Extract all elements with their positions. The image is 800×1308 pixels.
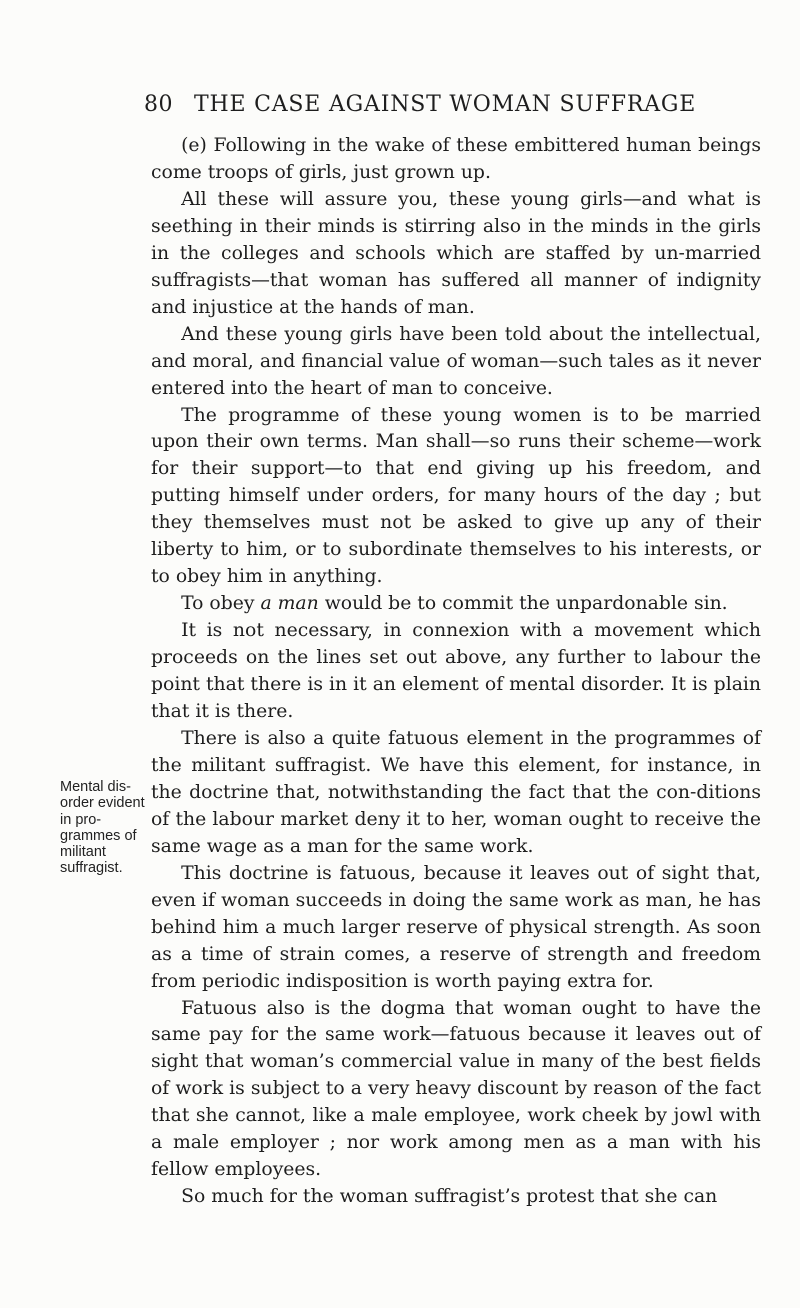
margin-note-line: grammes of xyxy=(60,827,137,844)
margin-note-line: militant xyxy=(60,844,106,861)
paragraph-to-obey xyxy=(151,591,761,618)
paragraph-doctrine-fatuous: This doctrine is fatuous, because it leaves out of sight that, even if woman succeeds in doing the same work as man, he has behind him a much larger reserve of physical strength. As soon as a time of strain comes, a reserve of strength and freedom from periodic indisposition is worth paying extra for. xyxy=(151,862,761,992)
emphasis-a-man: a man xyxy=(260,593,319,615)
margin-note-line: Mental dis- xyxy=(60,779,131,795)
body-text xyxy=(151,133,761,1211)
paragraph-fatuous-dogma: Fatuous also is the dogma that woman ought to have the same pay for the same work—fatuous because it leaves out of sight that woman’s commercial value in many of the best fields of work is subject to a very heavy discount by reason of the fact that she cannot, like a male employee, work cheek by jowl with a male employer ; nor work among men as a man with his fellow employees. xyxy=(151,997,761,1181)
page-number: 80 xyxy=(144,92,173,117)
paragraph-following-girls: (e) Following in the wake of these embittered human beings come troops of girls, just grown up. xyxy=(151,135,761,183)
text-span: To obey xyxy=(181,593,261,615)
running-header xyxy=(0,92,800,122)
margin-note-line: order evident xyxy=(60,795,145,812)
paragraph-programme: The programme of these young women is to be married upon their own terms. Man shall—so runs their scheme—work for their support—to that end giving up his freedom, and putting himself under orders, for many hours of the day ; but they themselves must not be asked to give up any of their liberty to him, or to subordinate themselves to his interests, or to obey him in anything. xyxy=(151,404,761,588)
text-span: would be to commit the unpardonable sin. xyxy=(318,593,728,615)
paragraph-mental-disorder: It is not necessary, in connexion with a movement which proceeds on the lines set out above, any further to labour the point that there is in it an element of mental disorder. It is plain that it is there. xyxy=(151,620,761,723)
margin-note-line: suffragist. xyxy=(60,860,123,877)
paragraph-intellectual-value: And these young girls have been told about the intellectual, and moral, and financial value of woman—such tales as it never entered into the heart of man to conceive. xyxy=(151,323,761,399)
paragraph-fatuous-element: There is also a quite fatuous element in the programmes of the militant suffragist. We have this element, for instance, in the doctrine that, notwithstanding the fact that the con-ditions of the labour market deny it to her, woman ought to receive the same wage as a man for the same work. xyxy=(151,727,761,857)
paragraph-so-much: So much for the woman suffragist’s protest that she can xyxy=(181,1186,718,1208)
margin-note-line: in pro- xyxy=(60,811,102,828)
margin-note xyxy=(60,779,152,877)
paragraph-assure-you: All these will assure you, these young girls—and what is seething in their minds is stirring also in the minds in the girls in the colleges and schools which are staffed by un-married suffragists—that woman has suffered all manner of indignity and injustice at the hands of man. xyxy=(151,188,761,318)
running-title: THE CASE AGAINST WOMAN SUFFRAGE xyxy=(194,92,697,117)
